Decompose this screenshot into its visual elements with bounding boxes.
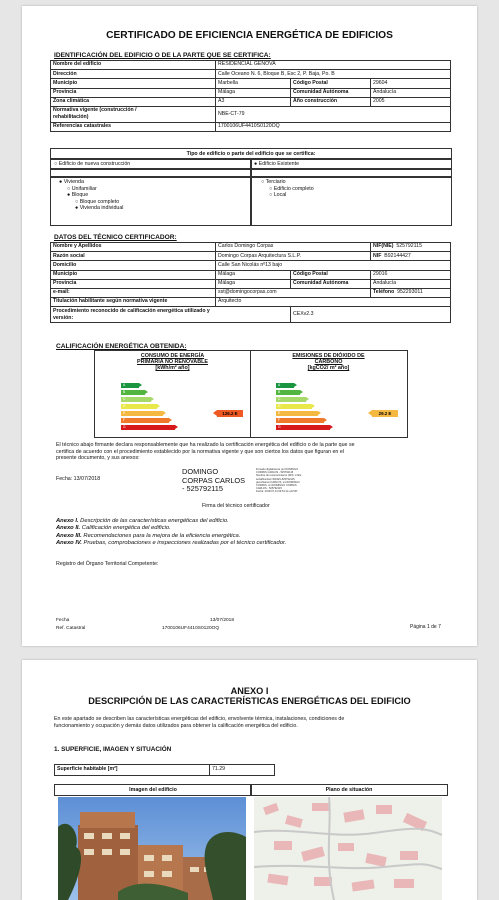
consumo-band-e: E <box>121 411 163 416</box>
tec-nombre-label: Nombre y Apellidos <box>51 243 216 252</box>
tec-email-value: sst@domingocorpas.com <box>216 288 371 297</box>
emisiones-band-tip <box>306 397 309 401</box>
table-row <box>51 252 451 261</box>
normativa-label-line2: rehabilitación) <box>53 114 89 121</box>
zona-label: Zona climática <box>51 97 216 106</box>
consumo-band-tip <box>175 425 178 429</box>
radio-empty-icon[interactable]: ○ <box>269 185 273 192</box>
firma-label: Firma del técnico certificador <box>202 503 270 509</box>
certificate-page-2 <box>22 660 477 900</box>
superficie-table <box>54 764 275 776</box>
emisiones-band-e: E <box>276 411 318 416</box>
anio-value: 2005 <box>371 97 451 106</box>
registro-label: Registro del Órgano Territorial Competente: <box>56 561 159 567</box>
table-row <box>51 79 451 88</box>
anexo-number: Anexo IV. <box>56 540 84 547</box>
ca-value: Andalucía <box>371 88 451 97</box>
emisiones-band-tip <box>318 411 321 415</box>
table-row <box>51 97 451 106</box>
anexo-text: Recomendaciones para la mejora de la eficiencia energética. <box>83 532 241 539</box>
consumo-column <box>95 351 251 437</box>
signature-detail-line: Nombre de reconocimiento (DN): c=ES, <box>256 474 302 478</box>
superficie-label: Superficie habitable [m²] <box>55 765 210 776</box>
consumo-rating-marker: 126.2 E <box>217 410 243 417</box>
consumo-header-line2: PRIMARIA NO RENOVABLE <box>137 359 208 365</box>
tec-titulacion-value: Arquitecto <box>216 298 451 307</box>
consumo-band-g: G <box>121 425 175 430</box>
signature-line1: DOMINGO <box>182 467 219 476</box>
tipo-vivienda-cell <box>50 176 252 226</box>
tecnico-table <box>50 242 451 323</box>
anexo-number: Anexo II. <box>56 525 82 532</box>
tec-nif2-label: NIF <box>373 252 382 259</box>
anexo-intro <box>54 716 454 729</box>
consumo-rating-tip <box>213 410 217 416</box>
bloque-label: Bloque <box>71 192 89 199</box>
emisiones-scale <box>250 351 407 437</box>
consumo-band-f: F <box>121 418 169 423</box>
nombre-value: RESIDENCIAL GENOVA <box>216 61 451 70</box>
bloque-completo-label: Bloque completo <box>79 198 120 205</box>
signature-detail-line: Firmado digitalmente por DOMINGO <box>256 468 299 471</box>
zona-value: A3 <box>216 97 291 106</box>
provincia-label: Provincia <box>51 88 216 97</box>
fecha-firma: Fecha: 13/07/2018 <box>56 476 101 482</box>
tipo-existente-label: Edificio Existente <box>258 161 300 167</box>
anexo-item <box>56 533 286 540</box>
tec-provincia-value: Málaga <box>216 279 291 288</box>
table-row <box>51 106 451 122</box>
consumo-band-b: B <box>121 390 145 395</box>
certificate-title: CERTIFICADO DE EFICIENCIA ENERGÉTICA DE EDIFICIOS <box>106 30 393 41</box>
consumo-band-d: D <box>121 404 157 409</box>
radio-filled-icon[interactable]: ● <box>254 161 258 167</box>
tec-proc-label <box>51 307 291 323</box>
consumo-band-a: A <box>121 383 139 388</box>
calificacion-box <box>94 350 408 438</box>
tec-ca-label: Comunidad Autónoma <box>291 279 371 288</box>
emisiones-band-tip <box>330 425 333 429</box>
radio-empty-icon[interactable]: ○ <box>269 192 273 199</box>
tec-domicilio-value: Calle San Nicolás nº13 bajo <box>216 261 451 270</box>
tec-razon-value: Domingo Corpas Arquitectura S.L.P. <box>216 252 371 261</box>
footer-ref-label: Ref. Catastral <box>56 626 86 631</box>
consumo-band-tip <box>145 390 148 394</box>
direccion-value: Calle Oceano N. 6, Bloque B, Esc 2, P. Baja, Po. B <box>216 70 451 79</box>
emisiones-band-tip <box>294 383 297 387</box>
tec-domicilio-label: Domicilio <box>51 261 216 270</box>
declaration-line2: certifica de acuerdo con el procedimiento establecido por la normativa vigente y que son ciertos los datos que figuran en el <box>56 448 344 455</box>
anio-label: Año construcción <box>291 97 371 106</box>
municipio-value: Marbella <box>216 79 291 88</box>
vivienda-label: Vivienda <box>63 179 84 185</box>
emisiones-rating-marker: 29.2 E <box>372 410 398 417</box>
signature-line3: - 525792115 <box>182 484 223 494</box>
tec-tel-value: 952293011 <box>397 289 423 296</box>
anexo-item <box>56 525 286 532</box>
normativa-label <box>51 106 216 122</box>
tipo-terciario-cell <box>250 176 452 226</box>
location-map <box>254 797 442 900</box>
ref-catastral-value: 1700106UF4410S0120OQ <box>216 122 451 131</box>
calificacion-heading: CALIFICACIÓN ENERGÉTICA OBTENIDA: <box>56 343 187 350</box>
tec-proc-value: CEXv2.3 <box>291 307 451 323</box>
imagen-label: Imagen del edificio <box>54 784 252 796</box>
table-row <box>51 243 451 252</box>
emisiones-rating-tip <box>368 410 372 416</box>
tec-proc-label-line1: Procedimiento reconocido de calificación energética utilizado y <box>53 307 210 314</box>
tipo-nueva-label: Edificio de nueva construcción <box>58 161 131 167</box>
nombre-label: Nombre del edificio <box>51 61 216 70</box>
signature-detail-line: Fecha: 2018.07.13 09:51:14 +02'00' <box>256 490 298 494</box>
anexo-text: Calificación energética del edificio. <box>81 525 171 532</box>
emisiones-band-c: C <box>276 397 306 402</box>
provincia-value: Málaga <box>216 88 291 97</box>
footer-ref-value: 1700106UF4410S0120OQ <box>162 626 220 631</box>
signature-line2: CORPAS CARLOS <box>182 475 246 485</box>
radio-empty-icon[interactable]: ○ <box>54 161 58 167</box>
emisiones-header-line3: [kgCO2/ m² año] <box>307 365 350 371</box>
consumo-band-tip <box>157 404 160 408</box>
tec-tel-label: Teléfono <box>373 289 395 296</box>
emisiones-header-line1: EMISIONES DE DIÓXIDO DE <box>292 353 365 359</box>
anexo-number: Anexo III. <box>56 532 84 539</box>
radio-filled-icon[interactable]: ● <box>67 192 71 199</box>
table-row <box>51 88 451 97</box>
declaration-text <box>56 442 451 462</box>
consumo-band-tip <box>151 397 154 401</box>
normativa-label-line1: Normativa vigente (construcción / <box>53 107 137 114</box>
anexo-item <box>56 518 286 525</box>
normativa-value: NBE-CT-79 <box>216 106 451 122</box>
tec-municipio-label: Municipio <box>51 270 216 279</box>
tec-nif-value: 525792115 <box>396 243 422 250</box>
anexo-title: ANEXO I <box>230 686 269 696</box>
intro-line2: funcionamiento y ocupación y demás datos utilizados para obtener la calificación energética del edificio. <box>54 722 298 729</box>
tec-nif-cell <box>371 243 451 252</box>
emisiones-band-tip <box>312 404 315 408</box>
terciario-label: Terciario <box>265 179 286 185</box>
emisiones-band-tip <box>324 418 327 422</box>
signature-details <box>256 468 302 494</box>
superficie-value: 71.29 <box>210 765 275 776</box>
table-row <box>51 61 451 70</box>
section1-heading: 1. SUPERFICIE, IMAGEN Y SITUACIÓN <box>54 746 172 753</box>
consumo-band-tip <box>163 411 166 415</box>
emisiones-band-g: G <box>276 425 330 430</box>
emisiones-band-f: F <box>276 418 324 423</box>
building-photo <box>58 797 246 900</box>
anexo-number: Anexo I. <box>56 518 81 524</box>
table-row <box>51 122 451 131</box>
radio-empty-icon[interactable]: ○ <box>261 179 265 185</box>
signature-detail-line: CARLOS - 525792115 <box>256 487 282 491</box>
radio-filled-icon[interactable]: ● <box>59 179 63 185</box>
intro-line1: En este apartado se describen las características energéticas del edificio, envolvente térmica, instalaciones, condiciones de <box>54 716 345 722</box>
ident-heading: IDENTIFICACIÓN DEL EDIFICIO O DE LA PARTE QUE SE CERTIFICA: <box>54 52 271 59</box>
tec-proc-label-line2: versión: <box>53 314 74 321</box>
cp-value: 29604 <box>371 79 451 88</box>
tec-municipio-value: Málaga <box>216 270 291 279</box>
tec-razon-label: Razón social <box>51 252 216 261</box>
consumo-band-tip <box>139 383 142 387</box>
municipio-label: Municipio <box>51 79 216 88</box>
radio-empty-icon[interactable]: ○ <box>67 185 71 192</box>
plano-label: Plano de situación <box>250 784 448 796</box>
declaration-line3: presente documento, y sus anexos: <box>56 455 140 462</box>
emisiones-column <box>250 351 407 437</box>
table-row <box>51 279 451 288</box>
local-label: Local <box>273 192 287 199</box>
unifamiliar-label: Unifamiliar <box>71 185 97 192</box>
tec-nif2-value: B92144427 <box>384 252 411 259</box>
ident-table <box>50 60 451 132</box>
declaration-line1: El técnico abajo firmante declara responsablemente que ha realizado la certificación energética del edificio o de la parte que se <box>56 442 355 448</box>
anexo-subtitle: DESCRIPCIÓN DE LAS CARACTERÍSTICAS ENERGÉTICAS DEL EDIFICIO <box>88 696 411 706</box>
consumo-band-c: C <box>121 397 151 402</box>
anexo-text: Descripción de las características energéticas del edificio. <box>80 518 229 524</box>
edificio-completo-label: Edificio completo <box>273 185 314 192</box>
tec-nif2-cell <box>371 252 451 261</box>
footer-fecha-value: 13/07/2018 <box>210 618 235 623</box>
tecnico-heading: DATOS DEL TÉCNICO CERTIFICADOR: <box>54 234 177 241</box>
tec-cp-label: Código Postal <box>291 270 371 279</box>
signature-detail-line: CORPAS, cn=DOMINGO CORPAS <box>256 484 297 488</box>
tec-provincia-label: Provincia <box>51 279 216 288</box>
direccion-label: Dirección <box>51 70 216 79</box>
emisiones-header-line2: CARBONO <box>314 359 343 365</box>
table-row <box>51 288 451 297</box>
anexo-text: Pruebas, comprobaciones e inspecciones realizadas por el técnico certificador. <box>83 540 287 547</box>
tec-cp-value: 29016 <box>371 270 451 279</box>
consumo-scale <box>95 351 250 437</box>
vivienda-individual-label: Vivienda individual <box>79 205 124 212</box>
signature-detail-line: CORPAS CARLOS - 525792115 <box>256 471 294 475</box>
table-row <box>51 298 451 307</box>
consumo-header-line3: [kWh/m² año] <box>155 365 190 371</box>
table-row <box>51 270 451 279</box>
signature-detail-line: givenName=CARLOS, sn=DOMINGO <box>256 480 300 484</box>
emisiones-band-d: D <box>276 404 312 409</box>
signature-name <box>182 468 245 494</box>
tec-titulacion-label: Titulación habilitante según normativa vigente <box>51 298 216 307</box>
consumo-header-line1: CONSUMO DE ENERGÍA <box>140 353 205 359</box>
emisiones-band-b: B <box>276 390 300 395</box>
table-row <box>51 70 451 79</box>
table-row <box>55 765 275 776</box>
tec-nombre-value: Carlos Domingo Corpas <box>216 243 371 252</box>
tec-nif-label: NIF(NIE) <box>373 243 394 250</box>
emisiones-band-a: A <box>276 383 294 388</box>
radio-empty-icon[interactable]: ○ <box>75 198 79 205</box>
table-row <box>51 307 451 323</box>
cp-label: Código Postal <box>291 79 371 88</box>
radio-filled-icon[interactable]: ● <box>75 205 79 212</box>
tec-ca-value: Andalucía <box>371 279 451 288</box>
consumo-band-tip <box>169 418 172 422</box>
footer-pagina: Página 1 de 7 <box>410 624 441 630</box>
anexos-list <box>56 518 286 548</box>
tec-tel-cell <box>371 288 451 297</box>
ca-label: Comunidad Autónoma <box>291 88 371 97</box>
certificate-page-1 <box>22 6 477 646</box>
anexo-item <box>56 540 286 547</box>
ref-catastral-label: Referencias catastrales <box>51 122 216 131</box>
tec-email-label: e-mail: <box>51 288 216 297</box>
footer-fecha-label: Fecha <box>56 618 70 623</box>
tipo-heading: Tipo de edificio o parte del edificio que se certifica: <box>50 148 452 160</box>
table-row <box>51 261 451 270</box>
signature-detail-line: serialNumber=IDCES-525792115, <box>256 477 296 481</box>
emisiones-band-tip <box>300 390 303 394</box>
